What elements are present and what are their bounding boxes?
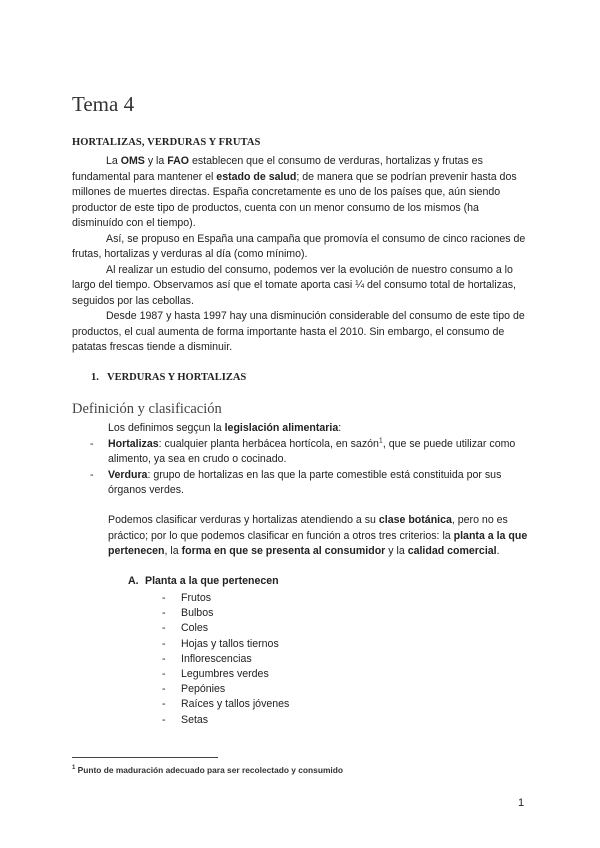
classification-paragraph: Podemos clasificar verduras y hortalizas atendiendo a su clase botánica, pero no es práctico; por lo que podemos clasificar en función a otros tres criterios: la planta a la que pertenecen, la forma en que se presenta al consumidor y la calidad comercial. [108, 514, 528, 557]
definition-verdura: - Verdura: grupo de hortalizas en las que la parte comestible está constituida por sus órganos verdes. [90, 468, 502, 496]
definitions-lead: Los definimos segçun la legislación alimentaria: [108, 422, 342, 434]
section-1-heading [91, 372, 246, 383]
list-item: - Legumbres verdes [162, 668, 269, 681]
section-1-label: VERDURAS Y HORTALIZAS [107, 372, 247, 383]
definition-hortalizas: - Hortalizas: cualquier planta herbácea hortícola, en sazón$^1$, que se puede utilizar como alimento, ya sea en crudo o cocinado. [90, 436, 516, 465]
section-heading: HORTALIZAS, VERDURAS Y FRUTAS [72, 137, 261, 148]
list-item: - Hojas y tallos tiernos [162, 637, 279, 650]
intro-text [72, 154, 530, 356]
plant-type-list [162, 591, 289, 728]
list-item: - Frutos [162, 592, 212, 604]
list-item: - Inflorescencias [162, 652, 252, 665]
footnote-separator [72, 757, 218, 758]
section-1-number: 1. [91, 372, 99, 383]
list-item: - Bulbos [162, 607, 214, 620]
intro-paragraph-4: Desde 1987 y hasta 1997 hay una disminución considerable del consumo de este tipo de productos, el cual aumenta de forma importante hasta el 2010. Sin embargo, el consumo de patatas frescas tiende a disminuir. [72, 310, 525, 353]
intro-paragraph-2: Así, se propuso en España una campaña que promovía el consumo de cinco raciones de frutas, hortalizas y verduras al día (como mínimo). [72, 232, 526, 260]
subsection-a-label: A. [128, 575, 139, 587]
definitions-block [72, 421, 530, 499]
subheading: Definición y clasificación [72, 401, 222, 417]
subsection-a-text: Planta a la que pertenecen [145, 575, 279, 587]
list-item: - Raíces y tallos jóvenes [162, 698, 290, 711]
list-item: - Coles [162, 622, 209, 635]
page-title: Tema 4 [72, 92, 135, 116]
subsection-a-heading [128, 575, 279, 587]
page-number: 1 [518, 797, 525, 809]
list-item: - Setas [162, 713, 209, 726]
list-item: - Pepónies [162, 683, 226, 696]
intro-paragraph-3: Al realizar un estudio del consumo, podemos ver la evolución de nuestro consumo a lo largo del tiempo. Observamos así que el tomate aporta casi ¼ del consumo total de hortalizas, seguidos por las cebollas. [72, 263, 516, 307]
intro-paragraph-1: La OMS y la FAO establecen que el consumo de verduras, hortalizas y frutas es fundamental para mantener el estado de salud; de manera que se podrían prevenir hasta dos millones de muertes directas. España concretamente es uno de los países que, aún siendo productor de este tipo de productos, cuenta con un menor consumo de los mismos (ha disminuído con el tiempo). [72, 155, 517, 229]
footnote: $^1$ Punto de maduración adecuado para ser recolectado y consumido [72, 765, 343, 775]
